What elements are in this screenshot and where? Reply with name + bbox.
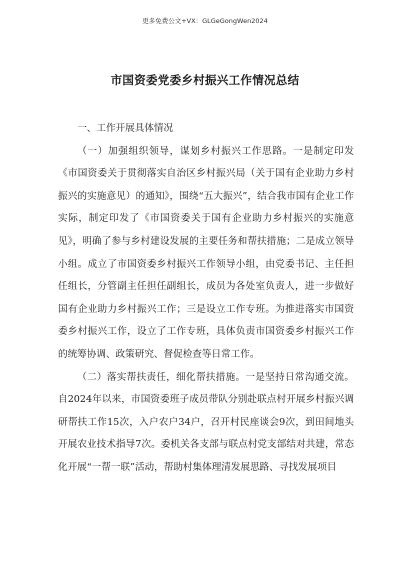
- paragraph-responsibility: （二）落实帮扶责任，细化帮扶措施。一是坚持日常沟通交流。自2024年以来，市国资委班子成员带队分别赴联点村开展乡村振兴调研帮扶工作15次，入户农户34户，召开村民座谈会9次，到田间地头开展农业技术指导7次。委机关各支部与联点村党支部结对共建，常态化开展“一帮一联”活动，帮助村集体理清发展思路、寻找发展项目: [58, 371, 354, 473]
- document-title: 市国资委党委乡村振兴工作情况总结: [110, 73, 300, 87]
- page-header-note: 更多免费公文+VX：GLGeGongWen2024: [142, 17, 268, 25]
- paragraph-organization: （一）加强组织领导，谋划乡村振兴工作思路。一是制定印发《市国资委关于贯彻落实自治区乡村振兴局（关于国有企业助力乡村振兴的实施意见）的通知》，围绕“五大振兴”，结合我市国有企业工作实际，制定印发了《市国资委关于国有企业助力乡村振兴的实施意见》，明确了参与乡村建设发展的主要任务和帮扶措施；二是成立领导小组。成立了市国资委乡村振兴工作领导小组，由党委书记、主任担任组长，分管副主任担任副组长，成员为各处室负责人，进一步做好国有企业助力乡村振兴工作；三是设立工作专班。为推进落实市国资委乡村振兴工作，设立了工作专班，具体负责市国资委乡村振兴工作的统筹协调、政策研究、督促检查等日常工作。: [58, 145, 354, 360]
- document-body: [58, 118, 354, 480]
- section-heading: 一、工作开展具体情况: [77, 123, 174, 134]
